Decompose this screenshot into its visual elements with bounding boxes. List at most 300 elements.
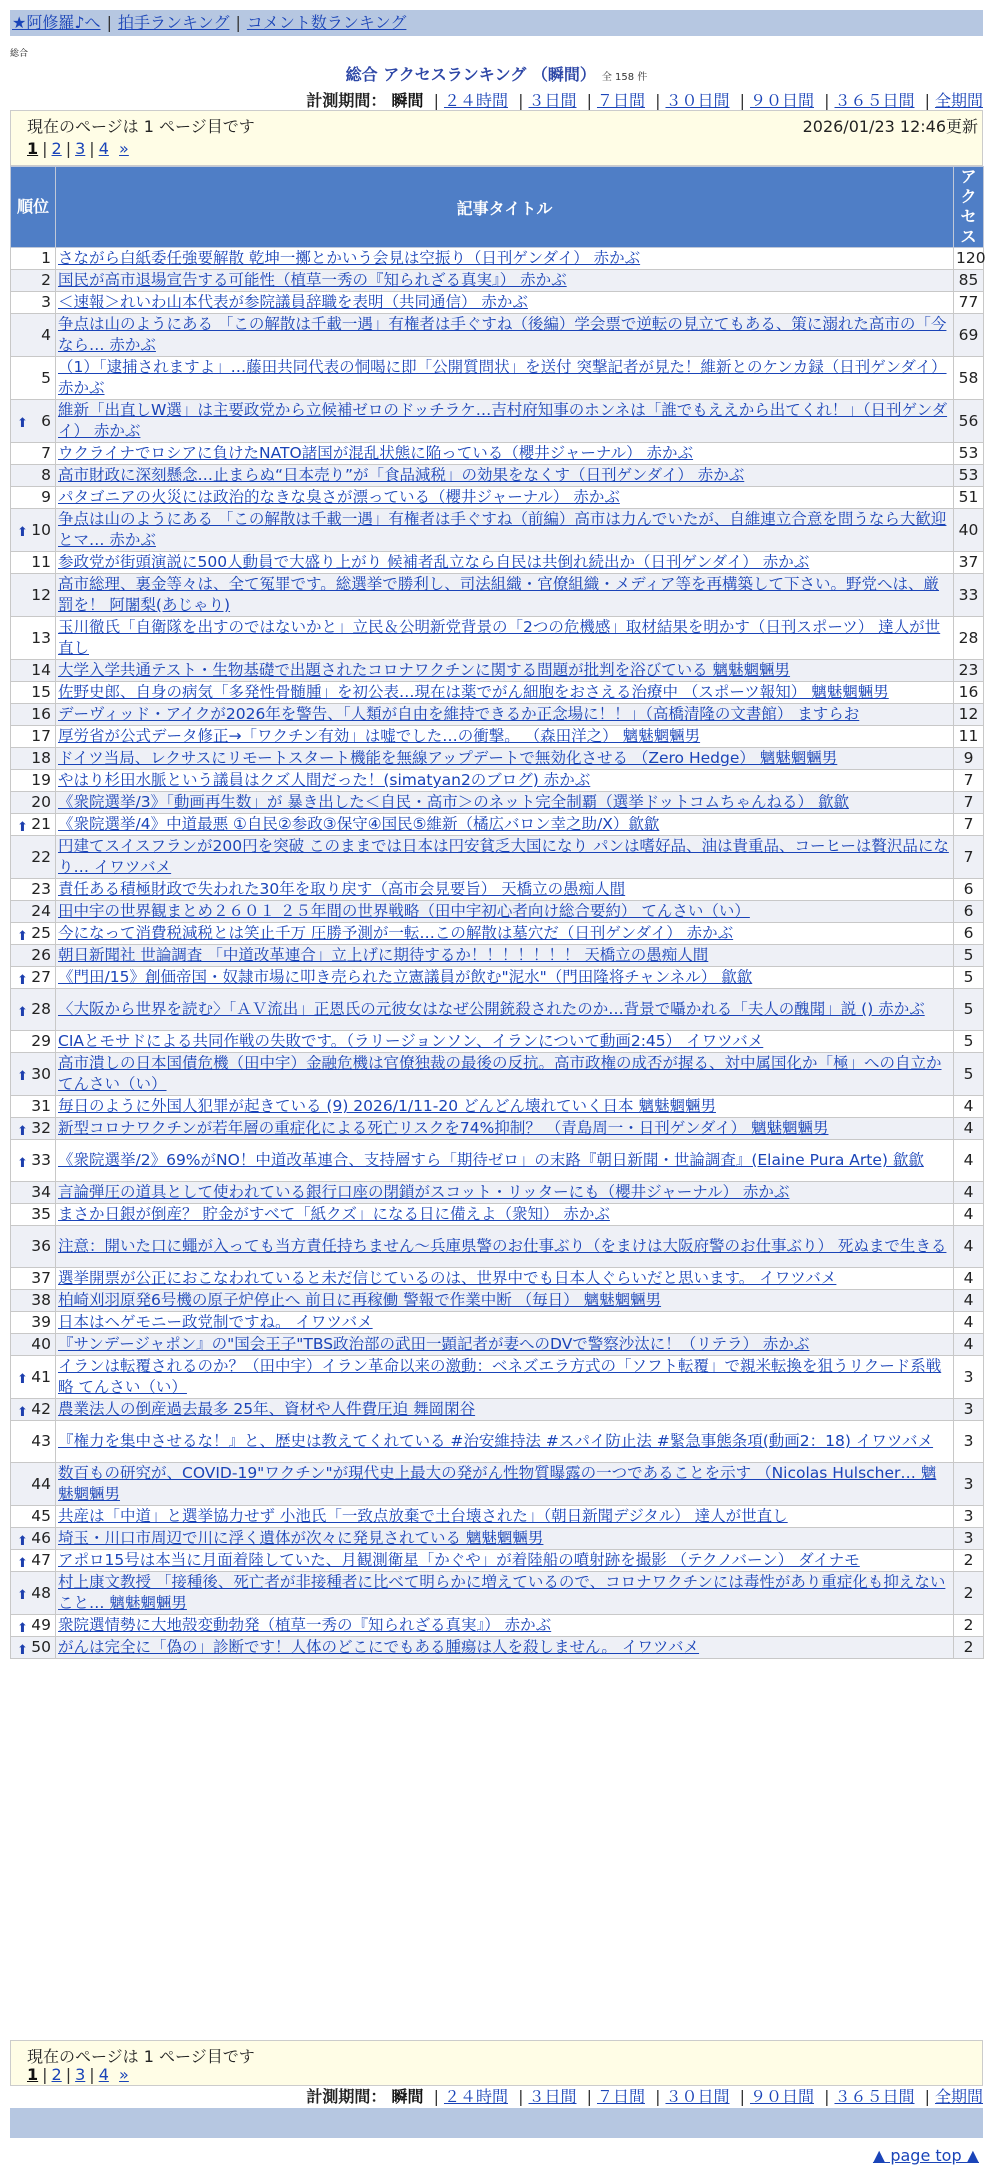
rank-number: 17: [31, 727, 51, 745]
title-cell: [56, 314, 954, 357]
rank-number: 50: [31, 1638, 51, 1656]
header-title: 記事タイトル: [56, 167, 954, 248]
table-row: [11, 1268, 984, 1290]
article-title-link[interactable]: 玉川徹氏「自衛隊を出すのではないかと」立民＆公明新党背景の「2つの危機感」取材結果を明かす（日刊スポーツ） 達人が世直し: [58, 618, 941, 657]
table-row: [11, 660, 984, 682]
article-title-link[interactable]: 数百もの研究が、COVID-19"ワクチン"が現代史上最大の発がん性物質曝露の一つであることを示す （Nicolas Hulscher… 魑魅魍魎男: [58, 1464, 937, 1503]
article-title-link[interactable]: 円建てスイスフランが200円を突破 このままでは日本は円安貧乏大国になり パンは嗜好品、油は貴重品、コーヒーは贅沢品になり… イワツバメ: [58, 837, 949, 876]
access-count: 5: [954, 967, 984, 989]
rank-number: 29: [31, 1032, 51, 1050]
rank-cell: [11, 792, 56, 814]
period-link-24h[interactable]: ２４時間: [443, 91, 508, 110]
access-count: 4: [954, 1226, 984, 1268]
page-link-3[interactable]: 3: [75, 139, 86, 158]
access-count: 2: [954, 1572, 984, 1615]
title-cell: [56, 1031, 954, 1053]
ranking-body: [11, 248, 984, 1659]
rank-number: 3: [41, 293, 51, 311]
period-link-90d-bottom[interactable]: ９０日間: [749, 2087, 814, 2106]
title-cell: [56, 1312, 954, 1334]
rank-number: 40: [31, 1335, 51, 1353]
rank-number: 27: [31, 968, 51, 986]
article-title-link[interactable]: 《衆院選挙/4》中道最悪 ①自民②参政③保守④国民⑤維新（橘広バロン幸之助/X）歙歙: [58, 815, 660, 833]
title-cell: [56, 1572, 954, 1615]
page-link-2[interactable]: 2: [51, 139, 62, 158]
table-row: [11, 270, 984, 292]
table-row: [11, 617, 984, 660]
rank-cell: [11, 1399, 56, 1421]
access-count: 4: [954, 1268, 984, 1290]
rank-number: 12: [31, 585, 51, 604]
rank-cell: [11, 726, 56, 748]
article-title-link[interactable]: イランは転覆されるのか？（田中宇）イラン革命以来の激動：ベネズエラ方式の「ソフト転覆」で親米転換を狙うリクード系戦略 てんさい（い）: [58, 1357, 942, 1396]
period-link-all[interactable]: 全期間: [934, 91, 983, 110]
table-row: [11, 967, 984, 989]
rank-number: 49: [31, 1616, 51, 1634]
article-title-link[interactable]: 高市財政に深刻懸念…止まらぬ“日本売り”が「食品減税」の効果をなくす（日刊ゲンダイ） 赤かぶ: [58, 466, 745, 484]
title-cell: [56, 465, 954, 487]
title-cell: [56, 552, 954, 574]
article-title-link[interactable]: 国民が高市退場宣告する可能性（植草一秀の『知られざる真実』） 赤かぶ: [58, 271, 567, 289]
nav-link-asyura[interactable]: ★阿修羅♪へ: [12, 13, 101, 32]
rank-cell: [11, 1506, 56, 1528]
table-row: [11, 1204, 984, 1226]
page-link-4[interactable]: 4: [98, 139, 109, 158]
rank-cell: [11, 1550, 56, 1572]
access-count: 58: [954, 357, 984, 400]
article-title-link[interactable]: （1）「逮捕されますよ」…藤田共同代表の恫喝に即「公開質問状」を送付 突撃記者が見た！維新とのケンカ録（日刊ゲンダイ） 赤かぶ: [58, 358, 947, 397]
article-title-link[interactable]: 維新「出直しW選」は主要政党から立候補ゼロのドッチラケ…吉村府知事のホンネは「誰でもええから出てくれ！」（日刊ゲンダイ） 赤かぶ: [58, 401, 948, 440]
rank-number: 23: [31, 880, 51, 898]
table-row: [11, 1053, 984, 1096]
up-arrow-icon: ⬆: [17, 1155, 28, 1171]
title-cell: [56, 574, 954, 617]
access-count: 6: [954, 923, 984, 945]
rank-number: 13: [31, 628, 51, 647]
article-title-link[interactable]: 参政党が街頭演説に500人動員で大盛り上がり 候補者乱立なら自民は共倒れ続出か（日刊ゲンダイ） 赤かぶ: [58, 553, 810, 571]
rank-number: 24: [31, 902, 51, 920]
access-count: 7: [954, 770, 984, 792]
title-cell: [56, 770, 954, 792]
access-count: 85: [954, 270, 984, 292]
title-cell: [56, 1204, 954, 1226]
rank-number: 19: [31, 771, 51, 789]
page-link-1[interactable]: 1: [27, 139, 39, 158]
rank-number: 48: [31, 1583, 51, 1602]
total-count: 全 158 件: [601, 72, 648, 83]
rank-number: 42: [31, 1400, 51, 1418]
rank-cell: [11, 292, 56, 314]
period-link-30d-bottom[interactable]: ３０日間: [665, 2087, 730, 2106]
title-cell: [56, 945, 954, 967]
article-title-link[interactable]: 新型コロナワクチンが若年層の重症化による死亡リスクを74%抑制？ （青島周一・日刊ゲンダイ） 魑魅魍魎男: [58, 1119, 829, 1137]
rank-cell: [11, 1204, 56, 1226]
rank-cell: [11, 574, 56, 617]
article-title-link[interactable]: 高市潰しの日本国債危機（田中宇）金融危機は官僚独裁の最後の反抗。高市政権の成否が握る、対中属国化か「極」への自立か てんさい（い）: [58, 1054, 942, 1093]
header-access: アクセス: [954, 167, 984, 248]
article-title-link[interactable]: パタゴニアの火災には政治的なきな臭さが漂っている（櫻井ジャーナル） 赤かぶ: [58, 488, 620, 506]
access-count: 4: [954, 1312, 984, 1334]
title-cell: [56, 682, 954, 704]
ranking-table: [10, 166, 984, 1659]
rank-cell: [11, 1528, 56, 1550]
table-row: [11, 879, 984, 901]
period-link-365d-bottom[interactable]: ３６５日間: [834, 2087, 915, 2106]
rank-cell: [11, 989, 56, 1031]
title-cell: [56, 1399, 954, 1421]
rank-number: 1: [41, 249, 51, 267]
title-cell: [56, 617, 954, 660]
page-link-1-bottom[interactable]: 1: [27, 2065, 39, 2084]
access-count: 53: [954, 443, 984, 465]
page-link-2-bottom[interactable]: 2: [51, 2065, 62, 2084]
article-title-link[interactable]: 争点は山のようにある 「この解散は千載一遇」有権者は手ぐすね（前編）高市は力んでいたが、自維連立合意を問うなら大歓迎とマ… 赤かぶ: [58, 510, 947, 549]
rank-cell: [11, 1140, 56, 1182]
access-count: 11: [954, 726, 984, 748]
rank-cell: [11, 1053, 56, 1096]
article-title-link[interactable]: がんは完全に「偽の」診断です！人体のどこにでもある腫瘍は人を殺しません。 イワツバメ: [58, 1638, 700, 1656]
up-arrow-icon: ⬆: [17, 1069, 28, 1084]
rank-cell: [11, 704, 56, 726]
rank-cell: [11, 1572, 56, 1615]
title-cell: [56, 1506, 954, 1528]
table-row: [11, 1421, 984, 1463]
table-row: [11, 1356, 984, 1399]
rank-number: 22: [31, 847, 51, 866]
title-cell: [56, 1140, 954, 1182]
article-title-link[interactable]: 朝日新聞社 世論調査 「中道改革連合」立上げに期待するか！！！！！！！ 天橋立の愚痴人間: [58, 946, 709, 964]
title-cell: [56, 292, 954, 314]
header-rank: 順位: [11, 167, 56, 248]
table-row: [11, 400, 984, 443]
access-count: 51: [954, 487, 984, 509]
rank-number: 14: [31, 661, 51, 679]
rank-cell: [11, 1312, 56, 1334]
table-row: [11, 1399, 984, 1421]
access-count: 3: [954, 1463, 984, 1506]
period-label-bottom: 計測期間：: [306, 2087, 387, 2106]
table-row: [11, 682, 984, 704]
access-count: 6: [954, 901, 984, 923]
title-cell: [56, 726, 954, 748]
title-cell: [56, 879, 954, 901]
article-title-link[interactable]: 厚労省が公式データ修正→「ワクチン有効」は嘘でした…の衝撃。 （森田洋之） 魑魅魍魎男: [58, 727, 701, 745]
period-link-7d-bottom[interactable]: ７日間: [596, 2087, 645, 2106]
period-link-3d-bottom[interactable]: ３日間: [528, 2087, 577, 2106]
table-row: [11, 1615, 984, 1637]
access-count: 40: [954, 509, 984, 552]
rank-number: 25: [31, 924, 51, 942]
article-title-link[interactable]: ドイツ当局、レクサスにリモートスタート機能を無線アップデートで無効化させる （Zero Hedge） 魑魅魍魎男: [58, 749, 838, 767]
table-row: [11, 1528, 984, 1550]
table-row: [11, 726, 984, 748]
table-row: [11, 989, 984, 1031]
up-arrow-icon: ⬆: [17, 1620, 28, 1636]
table-row: [11, 1182, 984, 1204]
access-count: 9: [954, 748, 984, 770]
article-title-link[interactable]: 田中宇の世界観まとめ２６０１ ２５年間の世界戦略（田中宇初心者向け総合要約） てんさい（い）: [58, 902, 750, 920]
access-count: 4: [954, 1182, 984, 1204]
access-count: 4: [954, 1096, 984, 1118]
up-arrow-icon: ⬆: [17, 1004, 28, 1020]
article-title-link[interactable]: 責任ある積極財政で失われた30年を取り戻す（高市会見要旨） 天橋立の愚痴人間: [58, 880, 626, 898]
rank-number: 31: [31, 1097, 51, 1115]
access-count: 28: [954, 617, 984, 660]
rank-cell: [11, 1463, 56, 1506]
rank-cell: [11, 1118, 56, 1140]
table-row: [11, 1550, 984, 1572]
rank-number: 44: [31, 1474, 51, 1493]
article-title-link[interactable]: 《衆院選挙/2》69%がNO！中道改革連合、支持層すら「期待ゼロ」の末路『朝日新聞・世論調査』(Elaine Pura Arte) 歙歙: [58, 1151, 924, 1169]
title-cell: [56, 1528, 954, 1550]
article-title-link[interactable]: 今になって消費税減税とは笑止千万 圧勝予測が一転…この解散は墓穴だ（日刊ゲンダイ） 赤かぶ: [58, 924, 734, 942]
rank-cell: [11, 879, 56, 901]
rank-number: 47: [31, 1551, 51, 1569]
title-cell: [56, 1550, 954, 1572]
page-link-3-bottom[interactable]: 3: [75, 2065, 86, 2084]
rank-number: 39: [31, 1313, 51, 1331]
nav-link-comment-ranking[interactable]: コメント数ランキング: [246, 13, 407, 32]
page-top-link[interactable]: ▲ page top ▲: [872, 2146, 979, 2165]
title-cell: [56, 443, 954, 465]
nav-separator: |: [106, 13, 112, 32]
rank-number: 7: [41, 444, 51, 462]
rank-number: 36: [31, 1237, 51, 1255]
rank-cell: [11, 836, 56, 879]
nav-link-clap-ranking[interactable]: 拍手ランキング: [117, 13, 230, 32]
rank-cell: [11, 443, 56, 465]
rank-cell: [11, 748, 56, 770]
title-cell: [56, 1615, 954, 1637]
access-count: 2: [954, 1550, 984, 1572]
table-row: [11, 1096, 984, 1118]
title-cell: [56, 248, 954, 270]
table-row: [11, 357, 984, 400]
table-row: [11, 509, 984, 552]
access-count: 5: [954, 1031, 984, 1053]
title-cell: [56, 967, 954, 989]
article-title-link[interactable]: 言論弾圧の道具として使われている銀行口座の閉鎖がスコット・リッターにも（櫻井ジャーナル） 赤かぶ: [58, 1183, 790, 1201]
access-count: 3: [954, 1528, 984, 1550]
article-title-link[interactable]: 大学入学共通テスト・生物基礎で出題されたコロナワクチンに関する問題が批判を浴びている 魑魅魍魎男: [58, 661, 791, 679]
access-count: 37: [954, 552, 984, 574]
article-title-link[interactable]: ＜速報＞れいわ山本代表が参院議員辞職を表明（共同通信） 赤かぶ: [58, 293, 528, 311]
article-title-link[interactable]: 《衆院選挙/3》「動画再生数」が 暴き出した＜自民・高市＞のネット完全制覇（選挙ドットコムちゃんねる） 歙歙: [58, 793, 849, 811]
rank-cell: [11, 1226, 56, 1268]
period-link-30d[interactable]: ３０日間: [665, 91, 730, 110]
rank-number: 43: [31, 1432, 51, 1450]
article-title-link[interactable]: 毎日のように外国人犯罪が起きている (9) 2026/1/11-20 どんどん壊れていく日本 魑魅魍魎男: [58, 1097, 716, 1115]
rank-cell: [11, 923, 56, 945]
rank-cell: [11, 1031, 56, 1053]
category-label: 総合: [10, 49, 29, 59]
table-row: [11, 465, 984, 487]
updated-timestamp: 2026/01/23 12:46更新: [802, 117, 978, 136]
access-count: 5: [954, 1053, 984, 1096]
article-title-link[interactable]: 『権力を集中させるな！』と、歴史は教えてくれている #治安維持法 #スパイ防止法 #緊急事態条項(動画2：18) イワツバメ: [58, 1432, 934, 1450]
access-count: 2: [954, 1615, 984, 1637]
access-count: 53: [954, 465, 984, 487]
up-arrow-icon: ⬆: [17, 1404, 28, 1420]
rank-number: 32: [31, 1119, 51, 1137]
article-title-link[interactable]: 柏崎刈羽原発6号機の原子炉停止へ 前日に再稼働 警報で作業中断 （毎日） 魑魅魍魎男: [58, 1291, 662, 1309]
article-title-link[interactable]: 共産は「中道」と選挙協力せず 小池氏「一致点放棄で土台壊された」（朝日新聞デジタル） 達人が世直し: [58, 1507, 788, 1525]
access-count: 4: [954, 1334, 984, 1356]
up-arrow-icon: ⬆: [17, 1555, 28, 1571]
title-cell: [56, 901, 954, 923]
rank-cell: [11, 682, 56, 704]
access-count: 5: [954, 989, 984, 1031]
rank-cell: [11, 945, 56, 967]
article-title-link[interactable]: アポロ15号は本当に月面着陸していた、月観測衛星「かぐや」が着陸船の噴射跡を撮影 （テクノバーン） ダイナモ: [58, 1551, 860, 1569]
article-title-link[interactable]: ウクライナでロシアに負けたNATO諸国が混乱状態に陥っている（櫻井ジャーナル） 赤かぶ: [58, 444, 694, 462]
table-row: [11, 901, 984, 923]
pager-top: [10, 110, 983, 166]
period-current-bottom: 瞬間: [391, 2087, 424, 2106]
page-links: 1 | 2 | 3 | 4 »: [27, 139, 129, 158]
rank-number: 41: [31, 1367, 51, 1386]
rank-cell: [11, 270, 56, 292]
title-cell: [56, 1290, 954, 1312]
article-title-link[interactable]: 日本はヘゲモニー政党制ですね。 イワツバメ: [58, 1313, 373, 1331]
period-selector-top: 計測期間： 瞬間 | ２４時間 | ３日間 | ７日間 | ３０日間 | ９０日間 | ３６５日間 | 全期間: [306, 91, 983, 110]
rank-number: 8: [41, 466, 51, 484]
access-count: 16: [954, 682, 984, 704]
title-cell: [56, 814, 954, 836]
article-title-link[interactable]: 佐野史郎、自身の病気「多発性骨髄腫」を初公表…現在は薬でがん細胞をおさえる治療中 （スポーツ報知） 魑魅魍魎男: [58, 683, 889, 701]
period-link-all-bottom[interactable]: 全期間: [934, 2087, 983, 2106]
article-title-link[interactable]: 『サンデージャポン』の"国会王子"TBS政治部の武田一顕記者が妻へのDVで警察沙汰に！（リテラ） 赤かぶ: [58, 1335, 810, 1353]
table-row: [11, 1637, 984, 1659]
article-title-link[interactable]: 農業法人の倒産過去最多 25年、資材や人件費圧迫 舞岡閑谷: [58, 1400, 476, 1418]
table-row: [11, 292, 984, 314]
rank-cell: [11, 1615, 56, 1637]
page-next-link-bottom[interactable]: »: [119, 2065, 129, 2084]
title-cell: [56, 1118, 954, 1140]
rank-number: 33: [31, 1151, 51, 1169]
up-arrow-icon: ⬆: [17, 1588, 28, 1603]
rank-cell: [11, 400, 56, 443]
table-row: [11, 1140, 984, 1182]
title-cell: [56, 1356, 954, 1399]
title-cell: [56, 660, 954, 682]
article-title-link[interactable]: 注意：開いた口に蠅が入っても当方責任持ちません～兵庫県警のお仕事ぶり（をまけは大阪府警のお仕事ぶり） 死ぬまで生きる: [58, 1237, 947, 1255]
article-title-link[interactable]: 争点は山のようにある 「この解散は千載一遇」有権者は手ぐすね（後編）学会票で逆転の見立てもある、策に溺れた高市の「今なら… 赤かぶ: [58, 315, 947, 354]
page-next-link[interactable]: »: [119, 139, 129, 158]
period-link-7d[interactable]: ７日間: [596, 91, 645, 110]
title-cell: [56, 1637, 954, 1659]
rank-cell: [11, 1182, 56, 1204]
up-arrow-icon: ⬆: [17, 928, 28, 944]
period-link-3d[interactable]: ３日間: [528, 91, 577, 110]
rank-cell: [11, 1096, 56, 1118]
rank-cell: [11, 314, 56, 357]
rank-cell: [11, 770, 56, 792]
page-link-4-bottom[interactable]: 4: [98, 2065, 109, 2084]
up-arrow-icon: ⬆: [17, 1372, 28, 1387]
access-count: 3: [954, 1399, 984, 1421]
rank-cell: [11, 967, 56, 989]
article-title-link[interactable]: 高市総理、裏金等々は、全て冤罪です。総選挙で勝利し、司法組織・官僚組織・メディア等を再構築して下さい。野党へは、厳罰を！ 阿闍梨(あじゃり): [58, 575, 940, 614]
article-title-link[interactable]: 《門田/15》創価帝国・奴隷市場に叩き売られた立憲議員が飲む"泥水"（門田隆将チャンネル） 歙歙: [58, 968, 753, 986]
access-count: 4: [954, 1290, 984, 1312]
table-row: [11, 1290, 984, 1312]
period-link-365d[interactable]: ３６５日間: [834, 91, 915, 110]
rank-cell: [11, 357, 56, 400]
article-title-link[interactable]: 埼玉・川口市周辺で川に浮く遺体が次々に発見されている 魑魅魍魎男: [58, 1529, 544, 1547]
title-cell: [56, 357, 954, 400]
period-link-90d[interactable]: ９０日間: [749, 91, 814, 110]
access-count: 120: [954, 248, 984, 270]
article-title-link[interactable]: CIAとモサドによる共同作戦の失敗です。（ラリージョンソン、イランについて動画2:45） イワツバメ: [58, 1032, 764, 1050]
article-title-link[interactable]: まさか日銀が倒産？ 貯金がすべて「紙クズ」になる日に備えよ（衆知） 赤かぶ: [58, 1205, 610, 1223]
rank-number: 4: [41, 325, 51, 344]
access-count: 69: [954, 314, 984, 357]
article-title-link[interactable]: 〈大阪から世界を読む〉「ＡＶ流出」正恩氏の元彼女はなぜ公開銃殺されたのか…背景で囁かれる「夫人の醜聞」説 () 赤かぶ: [58, 1000, 925, 1018]
rank-cell: [11, 465, 56, 487]
access-count: 56: [954, 400, 984, 443]
period-link-24h-bottom[interactable]: ２４時間: [443, 2087, 508, 2106]
title-cell: [56, 270, 954, 292]
article-title-link[interactable]: さながら白紙委任強要解散 乾坤一擲とかいう会見は空振り（日刊ゲンダイ） 赤かぶ: [58, 249, 641, 267]
article-title-link[interactable]: 衆院選情勢に大地殻変動勃発（植草一秀の『知られざる真実』） 赤かぶ: [58, 1616, 552, 1634]
period-selector-bottom: 計測期間： 瞬間 | ２４時間 | ３日間 | ７日間 | ３０日間 | ９０日間 | ３６５日間 | 全期間: [306, 2087, 983, 2106]
page-title-text: 総合 アクセスランキング （瞬間）: [345, 65, 596, 84]
article-title-link[interactable]: 村上康文教授 「接種後、死亡者が非接種者に比べて明らかに増えているので、コロナワクチンには毒性があり重症化も抑えないこと… 魑魅魍魎男: [58, 1573, 946, 1612]
pager-bottom: [10, 2040, 983, 2086]
title-cell: [56, 400, 954, 443]
article-title-link[interactable]: 選挙開票が公正におこなわれていると未だ信じているのは、世界中でも日本人ぐらいだと思います。 イワツバメ: [58, 1269, 837, 1287]
access-count: 12: [954, 704, 984, 726]
access-count: 23: [954, 660, 984, 682]
table-row: [11, 552, 984, 574]
footer-bar: [10, 2108, 983, 2138]
table-row: [11, 1031, 984, 1053]
rank-cell: [11, 1356, 56, 1399]
table-row: [11, 1572, 984, 1615]
current-page-text: 現在のページは 1 ページ目です: [27, 117, 255, 136]
table-row: [11, 1334, 984, 1356]
rank-number: 46: [31, 1529, 51, 1547]
table-row: [11, 487, 984, 509]
title-cell: [56, 1226, 954, 1268]
access-count: 7: [954, 814, 984, 836]
current-page-text-bottom: 現在のページは 1 ページ目です: [27, 2047, 255, 2066]
title-cell: [56, 1421, 954, 1463]
rank-cell: [11, 248, 56, 270]
title-cell: [56, 836, 954, 879]
rank-number: 6: [41, 411, 51, 430]
article-title-link[interactable]: デーヴィッド・アイクが2026年を警告、「人類が自由を維持できるか正念場に！！」（高橋清隆の文書館） ますらお: [58, 705, 860, 723]
table-row: [11, 923, 984, 945]
rank-cell: [11, 660, 56, 682]
table-row: [11, 1463, 984, 1506]
title-cell: [56, 792, 954, 814]
access-count: 2: [954, 1637, 984, 1659]
title-cell: [56, 748, 954, 770]
article-title-link[interactable]: やはり杉田水脈という議員はクズ人間だった！(simatyan2のブログ) 赤かぶ: [58, 771, 591, 789]
rank-cell: [11, 487, 56, 509]
rank-cell: [11, 1421, 56, 1463]
table-row: [11, 748, 984, 770]
rank-number: 9: [41, 488, 51, 506]
access-count: 6: [954, 879, 984, 901]
access-count: 3: [954, 1356, 984, 1399]
top-nav-bar: [10, 10, 983, 36]
rank-number: 30: [31, 1064, 51, 1083]
period-current: 瞬間: [391, 91, 424, 110]
title-cell: [56, 1268, 954, 1290]
